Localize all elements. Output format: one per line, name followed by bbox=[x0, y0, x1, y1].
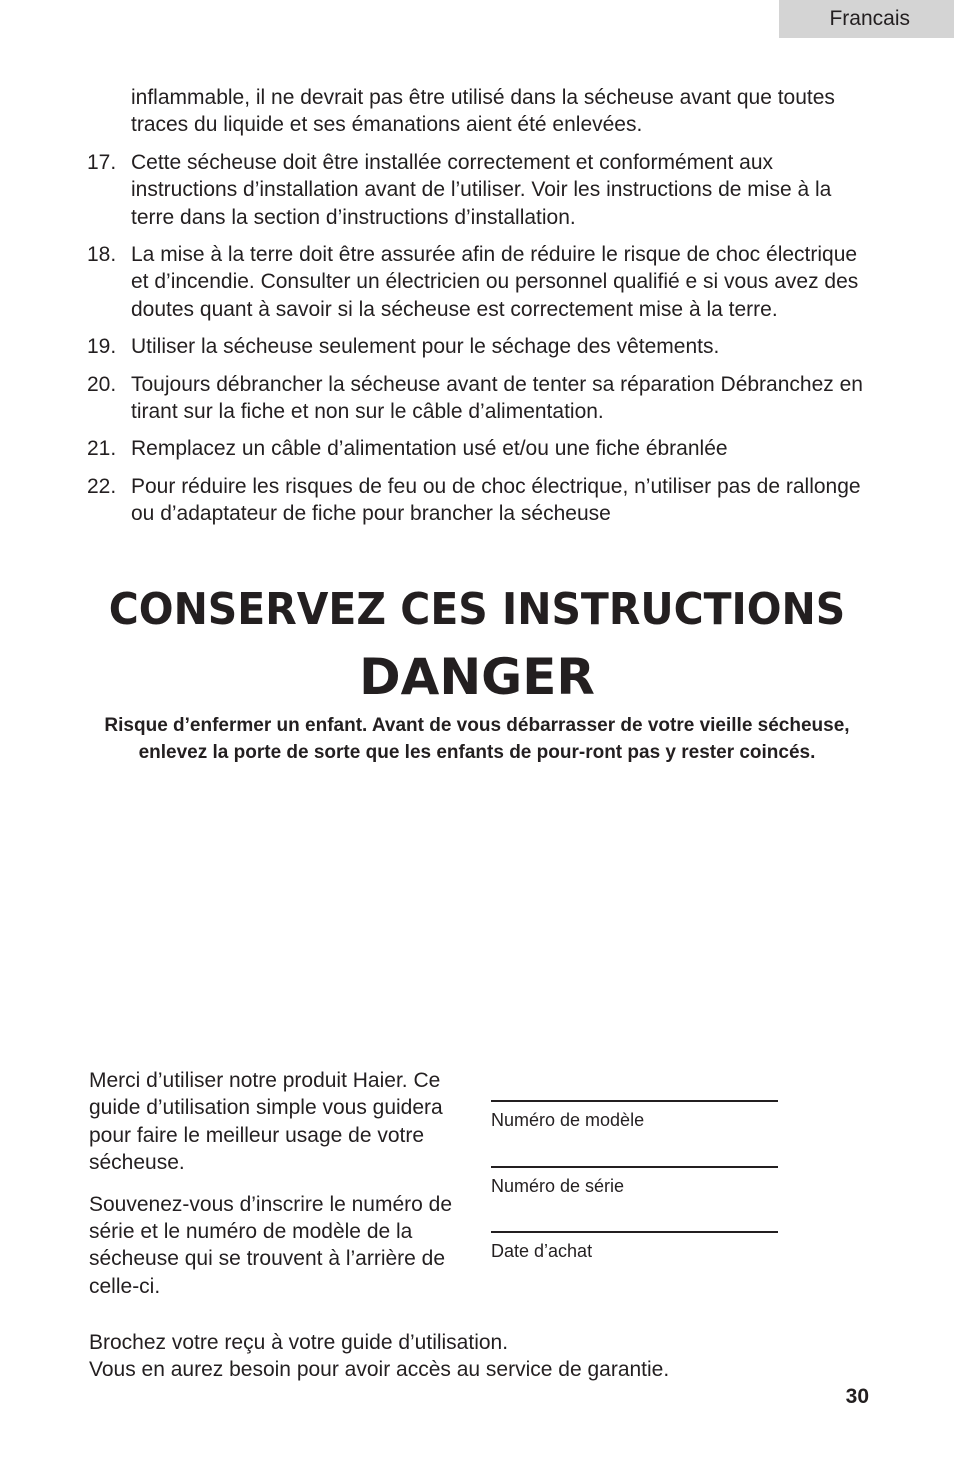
purchase-date-field: Date d’achat bbox=[491, 1231, 778, 1262]
item-number: 17. bbox=[87, 150, 117, 174]
item-text: Toujours débrancher la sécheuse avant de tenter sa réparation Débranchez en tirant sur la fiche et non sur le câble d’alimentation. bbox=[131, 372, 863, 424]
item-text: La mise à la terre doit être assurée afin de réduire le risque de choc électrique et d’incendie. Consulter un électricien ou personnel qualifié e si vous avez des doutes quant à savoir si la sécheuse est correctement mise à la terre. bbox=[131, 243, 859, 321]
item-number: 21. bbox=[87, 437, 117, 461]
list-item bbox=[87, 241, 877, 323]
item-number: 19. bbox=[87, 335, 117, 359]
intro-paragraph: Merci d’utiliser notre produit Haier. Ce guide d’utilisation simple vous guidera pour faire le meilleur usage de votre sécheuse. bbox=[89, 1069, 443, 1175]
serial-number-field: Numéro de série bbox=[491, 1166, 778, 1197]
intro-paragraph: Souvenez-vous d’inscrire le numéro de série et le numéro de modèle de la sécheuse qui se trouvent à l’arrière de celle-ci. bbox=[89, 1192, 453, 1298]
continued-item-text: inflammable, il ne devrait pas être utilisé dans la sécheuse avant que toutes traces du liquide et ses émanations aient été enlevées. bbox=[131, 86, 835, 137]
page-number: 30 bbox=[845, 1385, 869, 1408]
child-entrapment-warning: Risque d’enfermer un enfant. Avant de vous débarrasser de votre vieille sécheuse, enlevez la porte de sorte que les enfants de pour-ront pas y rester coincés. bbox=[104, 715, 850, 763]
language-tab: Francais bbox=[779, 0, 954, 38]
list-item bbox=[87, 473, 877, 528]
item-text: Cette sécheuse doit être installée correctement et conformément aux instructions d’installation avant de l’utiliser. Voir les instructions de mise à la terre dans la section d’instructions d’installation. bbox=[131, 150, 832, 229]
footer-note bbox=[89, 1329, 849, 1383]
list-item bbox=[87, 435, 877, 462]
list-item bbox=[87, 371, 877, 426]
footer-line: Brochez votre reçu à votre guide d’utilisation. bbox=[89, 1331, 509, 1354]
item-number: 18. bbox=[87, 243, 117, 267]
intro-text bbox=[89, 1067, 469, 1314]
footer-line: Vous en aurez besoin pour avoir accès au service de garantie. bbox=[89, 1358, 670, 1381]
item-number: 22. bbox=[87, 474, 117, 498]
item-text: Pour réduire les risques de feu ou de choc électrique, n’utiliser pas de rallonge ou d’adaptateur de fiche pour brancher la sécheuse bbox=[131, 474, 861, 526]
save-instructions-heading: CONSERVEZ CES INSTRUCTIONS bbox=[108, 584, 846, 635]
safety-instructions-list bbox=[87, 84, 877, 538]
list-item bbox=[87, 149, 877, 231]
model-number-field: Numéro de modèle bbox=[491, 1100, 778, 1131]
item-number: 20. bbox=[87, 372, 117, 396]
item-text: Utiliser la sécheuse seulement pour le séchage des vêtements. bbox=[131, 335, 720, 359]
item-text: Remplacez un câble d’alimentation usé et/ou une fiche ébranlée bbox=[131, 437, 728, 461]
danger-heading: DANGER bbox=[359, 648, 595, 706]
list-item bbox=[87, 333, 877, 360]
